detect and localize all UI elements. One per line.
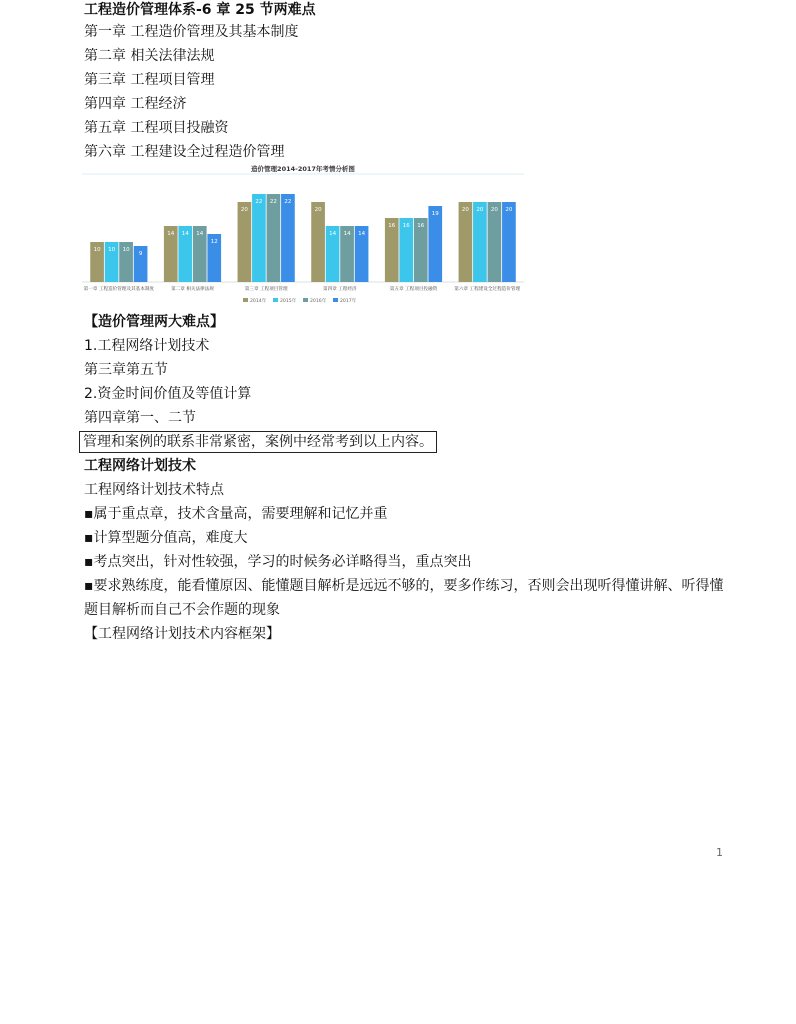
difficulty-item: 2.资金时间价值及等值计算	[84, 386, 252, 402]
bar	[281, 194, 295, 282]
bar-value-label: 9	[138, 251, 143, 257]
bar	[267, 194, 281, 282]
legend-label: 2015年	[280, 299, 297, 304]
bar-value-label: 14	[343, 231, 351, 237]
bar	[473, 202, 487, 282]
legend-label: 2017年	[340, 299, 357, 304]
bar	[459, 202, 473, 282]
bar	[238, 202, 252, 282]
legend-swatch	[243, 298, 248, 302]
bar-value-label: 14	[329, 231, 337, 237]
legend-swatch	[303, 298, 308, 302]
category-label: 第五章 工程项目投融资	[389, 287, 438, 292]
chapter-item: 第一章 工程造价管理及其基本制度	[84, 24, 299, 40]
bar-value-label: 16	[388, 223, 396, 229]
exam-analysis-chart	[82, 162, 524, 308]
bar-value-label: 22	[255, 199, 263, 205]
category-label: 第三章 工程项目管理	[244, 287, 288, 292]
bar	[502, 202, 516, 282]
bar-value-label: 14	[181, 231, 189, 237]
framework-heading: 【工程网络计划技术内容框架】	[84, 626, 280, 642]
bar-value-label: 20	[505, 207, 513, 213]
bar-value-label: 14	[167, 231, 175, 237]
legend-label: 2016年	[310, 299, 327, 304]
bar-value-label: 14	[358, 231, 366, 237]
bar-value-label: 20	[461, 207, 469, 213]
chapter-item: 第六章 工程建设全过程造价管理	[84, 144, 285, 160]
bullet-item: ▪要求熟练度，能看懂原因、能懂题目解析是远远不够的，要多作练习，否则会出现听得懂讲解、听得懂题目解析而自己不会作题的现象	[84, 578, 724, 618]
bar-value-label: 10	[93, 247, 101, 253]
bar-value-label: 20	[314, 207, 322, 213]
bar-value-label: 16	[417, 223, 425, 229]
chapter-item: 第五章 工程项目投融资	[84, 120, 229, 136]
chart-title: 造价管理2014-2017年考情分析图	[251, 165, 355, 173]
bar-value-label: 22	[269, 199, 277, 205]
legend-swatch	[273, 298, 278, 302]
boxed-note: 管理和案例的联系非常紧密，案例中经常考到以上内容。	[79, 431, 437, 453]
bar	[428, 206, 442, 282]
bullet-item: ▪计算型题分值高，难度大	[84, 530, 248, 546]
legend-swatch	[333, 298, 338, 302]
difficulty-heading: 【造价管理两大难点】	[84, 314, 224, 330]
bullet-item: ▪属于重点章，技术含量高，需要理解和记忆并重	[84, 506, 388, 522]
page-number: 1	[716, 846, 723, 859]
legend-label: 2014年	[250, 299, 267, 304]
difficulty-item: 第四章第一、二节	[84, 410, 196, 426]
chapter-item: 第三章 工程项目管理	[84, 72, 215, 88]
bullet-item: ▪考点突出，针对性较强，学习的时候务必详略得当，重点突出	[84, 554, 472, 570]
bar-value-label: 10	[122, 247, 130, 253]
difficulty-item: 1.工程网络计划技术	[84, 338, 210, 354]
bar-value-label: 10	[108, 247, 116, 253]
bar-value-label: 16	[402, 223, 410, 229]
bar	[311, 202, 325, 282]
bar-value-label: 20	[240, 207, 248, 213]
chapter-item: 第四章 工程经济	[84, 96, 187, 112]
bar-value-label: 14	[196, 231, 204, 237]
features-title: 工程网络计划技术特点	[84, 482, 224, 498]
document-title: 工程造价管理体系-6 章 25 节两难点	[84, 2, 316, 18]
category-label: 第二章 相关法律法规	[171, 287, 214, 292]
bar	[488, 202, 502, 282]
category-label: 第一章 工程造价管理及其基本制度	[83, 287, 155, 292]
bar-value-label: 20	[490, 207, 498, 213]
section-heading: 工程网络计划技术	[84, 458, 196, 474]
bar-value-label: 12	[210, 239, 218, 245]
bar-value-label: 19	[431, 211, 439, 217]
difficulty-item: 第三章第五节	[84, 362, 168, 378]
chapter-item: 第二章 相关法律法规	[84, 48, 215, 64]
bar-value-label: 22	[284, 199, 292, 205]
bar-value-label: 20	[476, 207, 484, 213]
category-label: 第四章 工程经济	[323, 287, 357, 292]
bar	[252, 194, 266, 282]
category-label: 第六章 工程建设全过程造价管理	[454, 287, 521, 292]
